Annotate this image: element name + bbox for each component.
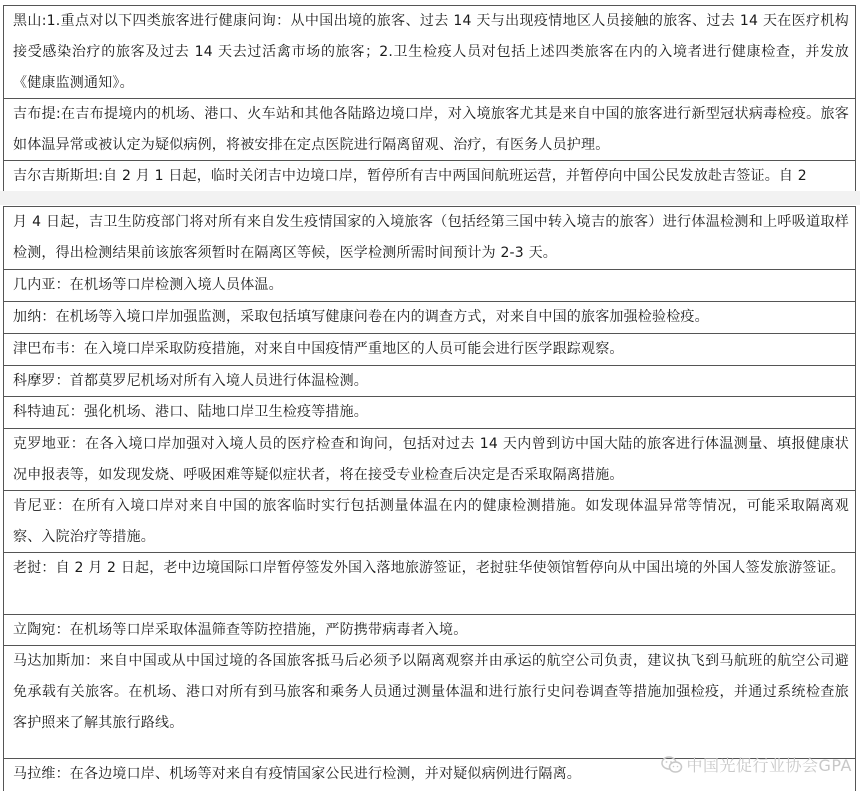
watermark-text: 中国光促行业协会GPA [686, 756, 852, 775]
document-panel-top [3, 5, 856, 192]
entry-kyrgyzstan-part2: 月 4 日起，吉卫生防疫部门将对所有来自发生疫情国家的入境旅客（包括经第三国中转入境吉的旅客）进行体温检测和上呼吸道取样检测，得出检测结果前该旅客须暂时在隔离区等候，医学检测所需时间预计为 2-3 天。 [3, 207, 856, 270]
entry-malawi: 马拉维：在各边境口岸、机场等对来自有疫情国家公民进行检测，并对疑似病例进行隔离。 [3, 759, 856, 791]
entry-kyrgyzstan-part1: 吉尔吉斯斯坦:自 2 月 1 日起，临时关闭吉中边境口岸，暂停所有吉中两国间航班运营，并暂停向中国公民发放赴吉签证。自 2 [3, 161, 856, 191]
entry-comoros: 科摩罗：首都莫罗尼机场对所有入境人员进行体温检测。 [3, 366, 856, 397]
entry-guinea: 几内亚：在机场等口岸检测入境人员体温。 [3, 270, 856, 302]
entry-madagascar: 马达加斯加：来自中国或从中国过境的各国旅客抵马后必须予以隔离观察并由承运的航空公司负责，建议执飞到马航班的航空公司避免承载有关旅客。在机场、港口对所有到马旅客和乘务人员通过测量体温和进行旅行史问卷调查等措施加强检疫，并通过系统检查旅客护照来了解其旅行路线。 [3, 646, 856, 759]
document-panel-bottom [3, 206, 856, 791]
entry-kenya: 肯尼亚：在所有入境口岸对来自中国的旅客临时实行包括测量体温在内的健康检测措施。如发现体温异常等情况，可能采取隔离观察、入院治疗等措施。 [3, 491, 856, 553]
entry-zimbabwe: 津巴布韦：在入境口岸采取防疫措施，对来自中国疫情严重地区的人员可能会进行医学跟踪观察。 [3, 334, 856, 366]
entry-djibouti: 吉布提:在吉布提境内的机场、港口、火车站和其他各陆路边境口岸，对入境旅客尤其是来自中国的旅客进行新型冠状病毒检疫。旅客如体温异常或被认定为疑似病例，将被安排在定点医院进行隔离留观、治疗，有医务人员护理。 [3, 99, 856, 161]
entry-laos: 老挝：自 2 月 2 日起，老中边境国际口岸暂停签发外国入落地旅游签证，老挝驻华使领馆暂停向从中国出境的外国人签发旅游签证。 [3, 553, 856, 615]
entry-croatia: 克罗地亚：在各入境口岸加强对入境人员的医疗检查和询问，包括对过去 14 天内曾到访中国大陆的旅客进行体温测量、填报健康状况申报表等，如发现发烧、呼吸困难等疑似症状者，将在接受专业检查后决定是否采取隔离措施。 [3, 429, 856, 491]
entry-montenegro: 黑山:1.重点对以下四类旅客进行健康问询：从中国出境的旅客、过去 14 天与出现疫情地区人员接触的旅客、过去 14 天在医疗机构接受感染治疗的旅客及过去 14 天去过活禽市场的旅客；2.卫生检疫人员对包括上述四类旅客在内的入境者进行健康检查，并发放《健康监测通知》。 [3, 6, 856, 99]
entry-ghana: 加纳：在机场等入境口岸加强监测，采取包括填写健康问卷在内的调查方式，对来自中国的旅客加强检验检疫。 [3, 302, 856, 334]
page-gap [0, 191, 860, 205]
entry-lithuania: 立陶宛：在机场等口岸采取体温筛查等防控措施，严防携带病毒者入境。 [3, 615, 856, 646]
entry-cote-divoire: 科特迪瓦：强化机场、港口、陆地口岸卫生检疫等措施。 [3, 397, 856, 429]
